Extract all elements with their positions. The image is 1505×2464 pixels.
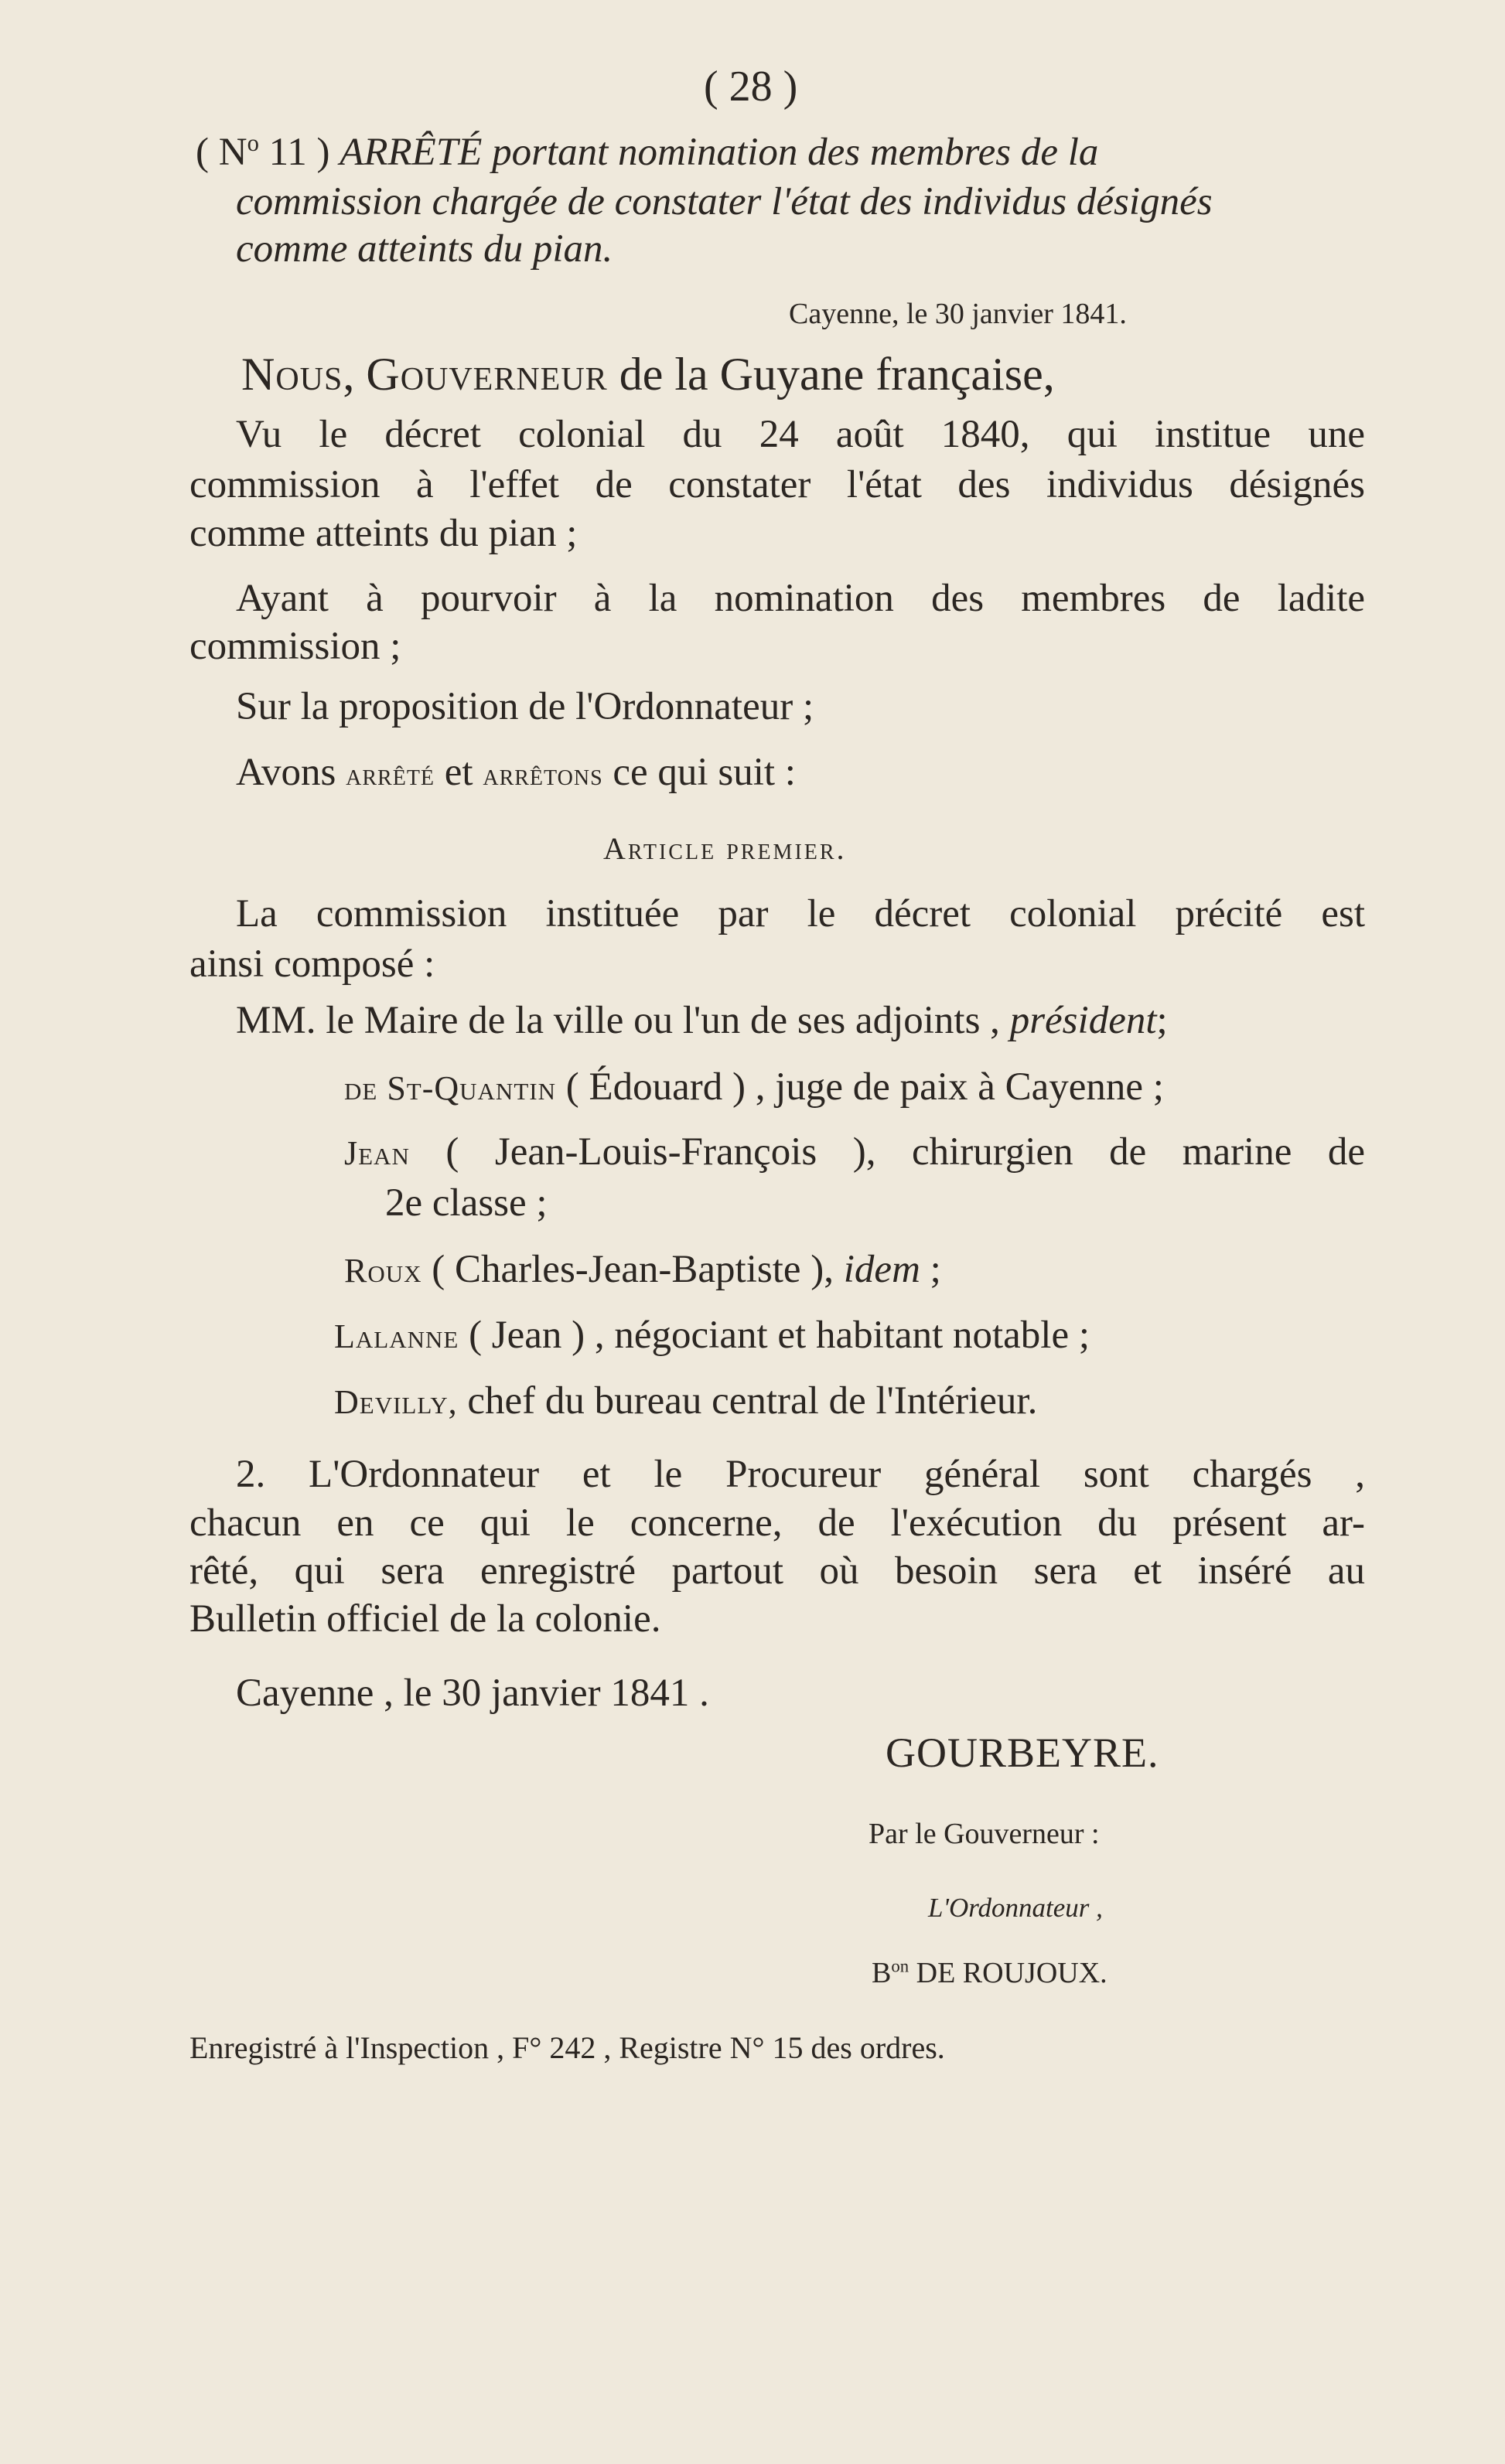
closing-date: Cayenne , le 30 janvier 1841 . (236, 1672, 709, 1715)
registration-footer: Enregistré à l'Inspection , F° 242 , Registre N° 15 des ordres. (189, 2030, 945, 2065)
intro-line: Nous, Gouverneur de la Guyane française, (241, 349, 1055, 400)
ordonnateur-label: L'Ordonnateur , (928, 1893, 1103, 1923)
members-mm-line: MM. le Maire de la ville ou l'un de ses adjoints , président; (236, 999, 1168, 1042)
article2-line-3: rêté, qui sera enregistré partout où besoin sera et inséré au (189, 1549, 1365, 1593)
member-jean: Jean ( Jean-Louis-François ), chirurgien de marine de (344, 1130, 1366, 1174)
baron-signature: $B^{on}$ DE ROUJOUX. (872, 1956, 1107, 1989)
vu-line-3: comme atteints du pian ; (189, 512, 578, 555)
page-number: ( 28 ) (704, 63, 798, 111)
member-lalanne: Lalanne ( Jean ) , négociant et habitant notable ; (334, 1314, 1090, 1357)
title-line-1: ARRÊTÉ portant nomination des membres de la (340, 131, 1099, 174)
par-le-gouverneur: Par le Gouverneur : (869, 1818, 1100, 1850)
article2-line-4: Bulletin officiel de la colonie. (189, 1597, 661, 1641)
article-heading: Article premier. (603, 831, 847, 866)
decree-number: ( $N^o$ 11 ) (196, 130, 330, 174)
article1-line-1: La commission instituée par le décret colonial précité est (236, 892, 1365, 936)
article2-line-2: chacun en ce qui le concerne, de l'exécution du présent ar- (189, 1501, 1365, 1545)
member-de-st-quantin: de St-Quantin ( Édouard ) , juge de paix à Cayenne ; (344, 1065, 1164, 1109)
avons-arrete: Avons arrêté et arrêtons ce qui suit : (236, 751, 796, 794)
article1-line-2: ainsi composé : (189, 942, 435, 986)
ayant-line-1: Ayant à pourvoir à la nomination des membres de ladite (236, 577, 1365, 620)
sur-la-proposition: Sur la proposition de l'Ordonnateur ; (236, 685, 814, 728)
decree-title (196, 130, 1366, 175)
dateline: Cayenne, le 30 janvier 1841. (789, 298, 1127, 330)
member-jean-continued: 2e classe ; (385, 1181, 548, 1225)
vu-line-1: Vu le décret colonial du 24 août 1840, qui institue une (236, 413, 1365, 456)
vu-line-2: commission à l'effet de constater l'état des individus désignés (189, 463, 1365, 506)
article2-line-1: 2. L'Ordonnateur et le Procureur général sont chargés , (236, 1453, 1365, 1496)
member-devilly: Devilly, chef du bureau central de l'Intérieur. (334, 1379, 1038, 1423)
member-roux: Roux ( Charles-Jean-Baptiste ), idem ; (344, 1248, 941, 1291)
ayant-line-2: commission ; (189, 625, 401, 668)
title-line-2: commission chargée de constater l'état des individus désignés (236, 180, 1213, 223)
governor-signature: GOURBEYRE. (886, 1730, 1159, 1776)
title-line-3: comme atteints du pian. (236, 227, 613, 271)
